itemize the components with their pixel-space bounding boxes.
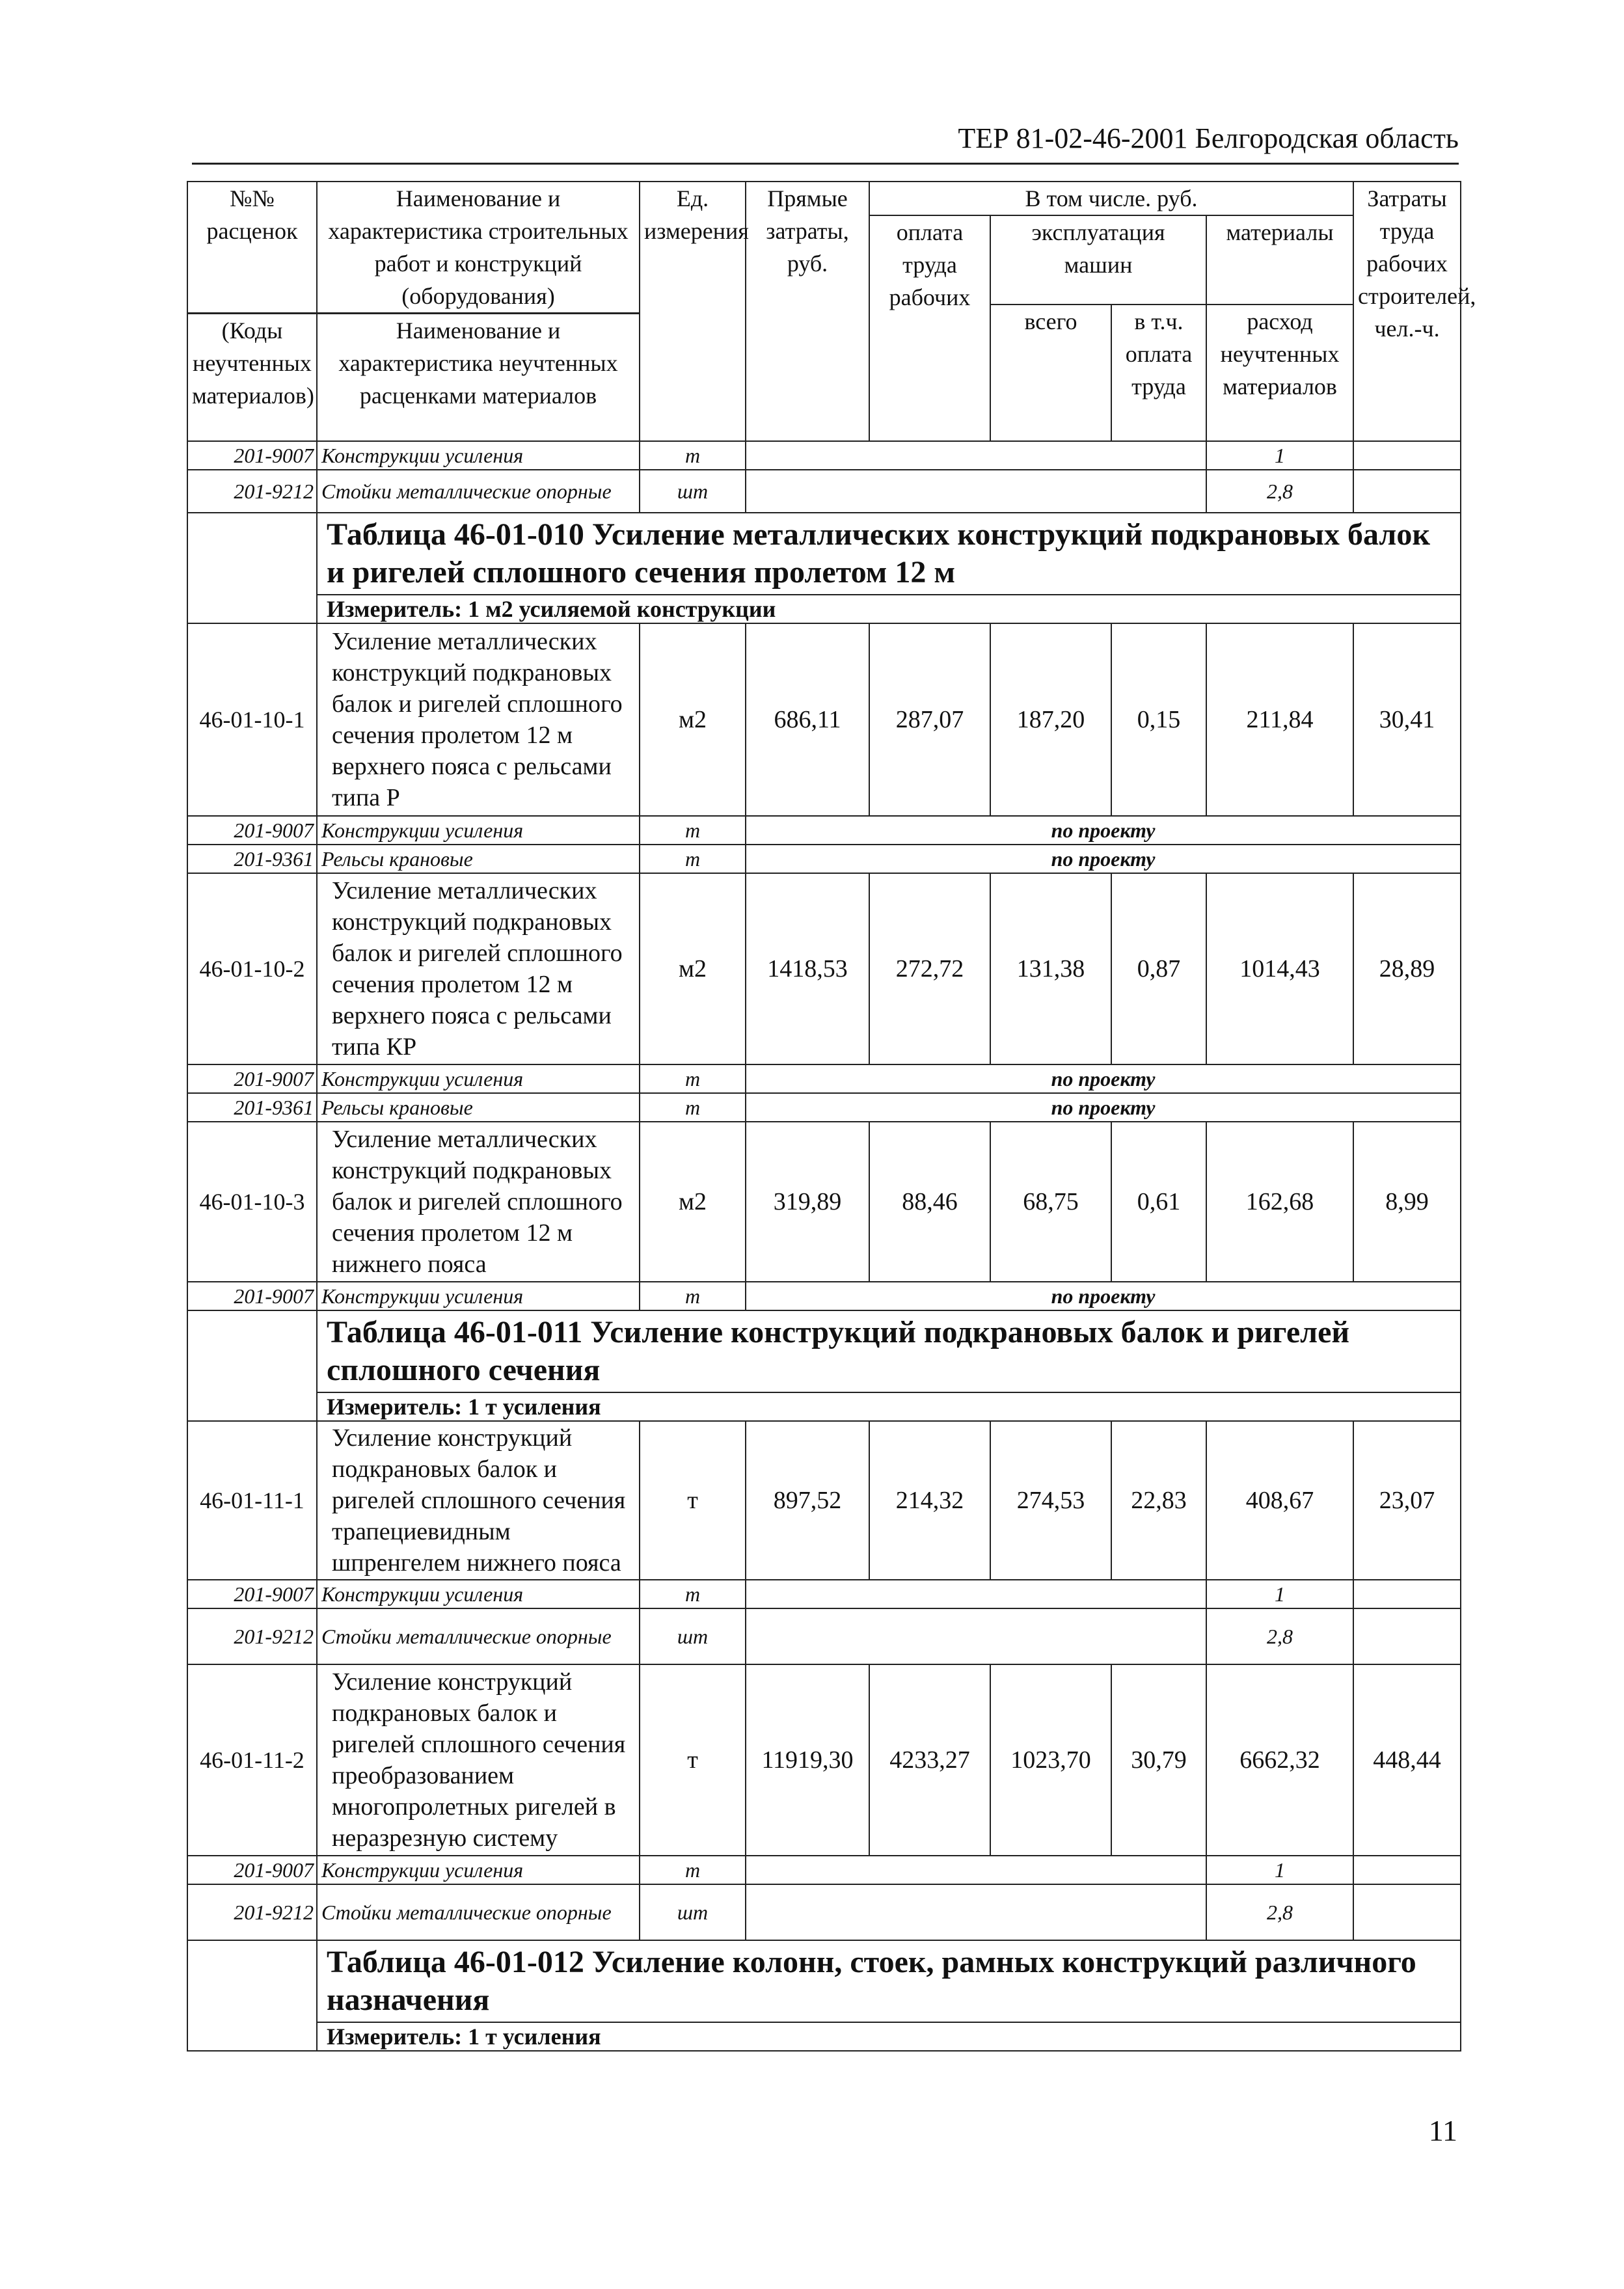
material-value: по проекту: [746, 1282, 1461, 1310]
material-value: по проекту: [746, 816, 1461, 845]
document-title: ТЕР 81-02-46-2001 Белгородская область: [958, 122, 1459, 154]
rate-machines: 187,20: [990, 623, 1111, 816]
rate-direct: 11919,30: [746, 1664, 869, 1856]
material-value: по проекту: [746, 845, 1461, 873]
table-title-012: Таблица 46-01-012 Усиление колонн, стоек, рамных конструкций различного назначения: [317, 1940, 1461, 2022]
material-unit: шт: [640, 470, 746, 513]
header-material-codes: (Коды неучтенных материалов): [187, 314, 317, 441]
rate-machines-wage: 30,79: [1111, 1664, 1206, 1856]
rate-wage: 4233,27: [869, 1664, 990, 1856]
table-measure-011: Измеритель: 1 т усиления: [317, 1392, 1461, 1421]
material-name: Конструкции усиления: [317, 441, 640, 470]
material-name: Конструкции усиления: [317, 1282, 640, 1310]
rate-machines-wage: 0,61: [1111, 1122, 1206, 1282]
table-measure-012: Измеритель: 1 т усиления: [317, 2022, 1461, 2051]
header-materials-consumption: расход неучтенных материалов: [1206, 305, 1353, 441]
rate-machines: 68,75: [990, 1122, 1111, 1282]
rate-code: 46-01-10-3: [187, 1122, 317, 1282]
header-machines: эксплуатация машин: [990, 215, 1206, 305]
rate-labor: 28,89: [1353, 873, 1461, 1064]
material-name: Стойки металлические опорные: [317, 1884, 640, 1940]
material-name: Стойки металлические опорные: [317, 1608, 640, 1664]
rate-code: 46-01-11-2: [187, 1664, 317, 1856]
material-code: 201-9212: [187, 1608, 317, 1664]
material-code: 201-9361: [187, 1093, 317, 1122]
rate-materials: 408,67: [1206, 1421, 1353, 1580]
page-number: 11: [1428, 2114, 1457, 2147]
material-code: 201-9007: [187, 816, 317, 845]
header-material-name: Наименование и характеристика неучтенных расценками материалов: [317, 314, 640, 441]
rate-direct: 1418,53: [746, 873, 869, 1064]
material-name: Стойки металлические опорные: [317, 470, 640, 513]
material-value: 2,8: [1206, 1608, 1353, 1664]
material-unit: т: [640, 1093, 746, 1122]
header-machines-total: всего: [990, 305, 1111, 441]
header-unit: Ед. измерения: [640, 182, 746, 441]
material-unit: т: [640, 816, 746, 845]
header-work-name: Наименование и характеристика строительных работ и конструкций (оборудования): [317, 182, 640, 313]
rate-labor: 8,99: [1353, 1122, 1461, 1282]
rate-unit: м2: [640, 1122, 746, 1282]
material-unit: т: [640, 1580, 746, 1608]
rate-direct: 319,89: [746, 1122, 869, 1282]
rate-machines: 1023,70: [990, 1664, 1111, 1856]
header-machines-wage: в т.ч. оплата труда: [1111, 305, 1206, 441]
material-unit: шт: [640, 1884, 746, 1940]
rate-materials: 162,68: [1206, 1122, 1353, 1282]
rate-code: 46-01-10-2: [187, 873, 317, 1064]
material-code: 201-9212: [187, 1884, 317, 1940]
header-rate-number: №№ расценок: [187, 182, 317, 313]
header-labor-costs: Затраты труда рабочих строителей, чел.-ч.: [1353, 182, 1461, 441]
material-name: Конструкции усиления: [317, 816, 640, 845]
rate-name: Усиление металлических конструкций подкрановых балок и ригелей сплошного сечения пролетом 12 м верхнего пояса с рельсами типа Р: [317, 623, 640, 816]
material-name: Рельсы крановые: [317, 1093, 640, 1122]
rate-name: Усиление металлических конструкций подкрановых балок и ригелей сплошного сечения пролетом 12 м верхнего пояса с рельсами типа КР: [317, 873, 640, 1064]
material-code: 201-9361: [187, 845, 317, 873]
rates-table: [187, 181, 1476, 2052]
rate-wage: 88,46: [869, 1122, 990, 1282]
material-code: 201-9007: [187, 1282, 317, 1310]
material-unit: т: [640, 441, 746, 470]
material-unit: т: [640, 1064, 746, 1093]
rate-unit: т: [640, 1421, 746, 1580]
material-code: 201-9212: [187, 470, 317, 513]
material-name: Конструкции усиления: [317, 1856, 640, 1884]
rate-machines-wage: 22,83: [1111, 1421, 1206, 1580]
material-value: 1: [1206, 1580, 1353, 1608]
rate-materials: 6662,32: [1206, 1664, 1353, 1856]
material-unit: т: [640, 1856, 746, 1884]
material-value: 2,8: [1206, 1884, 1353, 1940]
rate-name: Усиление конструкций подкрановых балок и ригелей сплошного сечения преобразованием многопролетных ригелей в неразрезную систему: [317, 1664, 640, 1856]
material-unit: т: [640, 1282, 746, 1310]
header-wage: оплата труда рабочих: [869, 215, 990, 441]
rate-wage: 214,32: [869, 1421, 990, 1580]
table-title-010: Таблица 46-01-010 Усиление металлических конструкций подкрановых балок и ригелей сплошного сечения пролетом 12 м: [317, 513, 1461, 595]
material-unit: т: [640, 845, 746, 873]
rate-name: Усиление конструкций подкрановых балок и ригелей сплошного сечения трапециевидным шпренгелем нижнего пояса: [317, 1421, 640, 1580]
header-direct-costs: Прямые затраты, руб.: [746, 182, 869, 441]
rate-materials: 211,84: [1206, 623, 1353, 816]
rate-direct: 897,52: [746, 1421, 869, 1580]
rate-machines: 131,38: [990, 873, 1111, 1064]
header-divider: [192, 163, 1459, 165]
rate-machines-wage: 0,15: [1111, 623, 1206, 816]
rate-materials: 1014,43: [1206, 873, 1353, 1064]
rate-wage: 287,07: [869, 623, 990, 816]
rate-labor: 30,41: [1353, 623, 1461, 816]
material-value: 2,8: [1206, 470, 1353, 513]
rate-wage: 272,72: [869, 873, 990, 1064]
rate-machines: 274,53: [990, 1421, 1111, 1580]
material-value: 1: [1206, 441, 1353, 470]
material-code: 201-9007: [187, 1064, 317, 1093]
rate-name: Усиление металлических конструкций подкрановых балок и ригелей сплошного сечения пролетом 12 м нижнего пояса: [317, 1122, 640, 1282]
rate-labor: 23,07: [1353, 1421, 1461, 1580]
material-name: Конструкции усиления: [317, 1064, 640, 1093]
material-code: 201-9007: [187, 1856, 317, 1884]
material-name: Конструкции усиления: [317, 1580, 640, 1608]
material-value: по проекту: [746, 1064, 1461, 1093]
rate-unit: м2: [640, 873, 746, 1064]
rate-unit: т: [640, 1664, 746, 1856]
rate-labor: 448,44: [1353, 1664, 1461, 1856]
rate-machines-wage: 0,87: [1111, 873, 1206, 1064]
rate-code: 46-01-11-1: [187, 1421, 317, 1580]
material-code: 201-9007: [187, 441, 317, 470]
rate-code: 46-01-10-1: [187, 623, 317, 816]
material-name: Рельсы крановые: [317, 845, 640, 873]
material-code: 201-9007: [187, 1580, 317, 1608]
table-measure-010: Измеритель: 1 м2 усиляемой конструкции: [317, 595, 1461, 623]
header-including: В том числе. руб.: [869, 182, 1353, 215]
header-materials: материалы: [1206, 215, 1353, 305]
table-title-011: Таблица 46-01-011 Усиление конструкций подкрановых балок и ригелей сплошного сечения: [317, 1310, 1461, 1392]
material-unit: шт: [640, 1608, 746, 1664]
material-value: по проекту: [746, 1093, 1461, 1122]
rate-direct: 686,11: [746, 623, 869, 816]
rate-unit: м2: [640, 623, 746, 816]
material-value: 1: [1206, 1856, 1353, 1884]
